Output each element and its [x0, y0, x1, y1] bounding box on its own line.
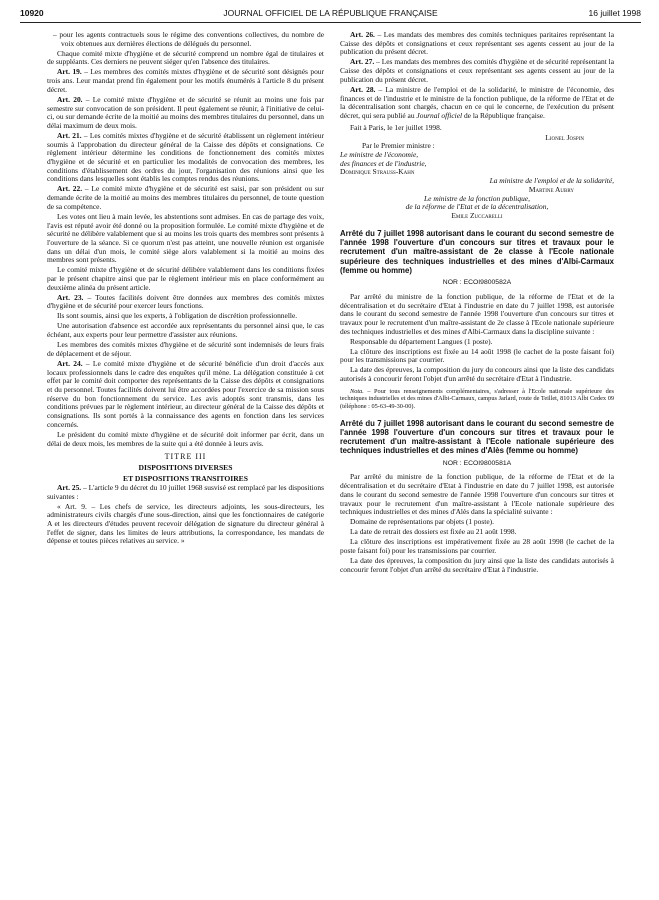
paragraph: Les votes ont lieu à main levée, les abstentions sont admises. En cas de partage des voix, l'avis est réputé avoir été donné ou la proposition formulée. Le comité mixte d'hygiène et de sécurité ne délibère valablement que si au moins les trois quarts des membres sont présents à l'ouverture de la séance. Si ce quorum n'est pas atteint, une nouvelle réunion est organisée dans un délai d'un mois, le comité siège alors valablement si la moitié au moins des membres sont présents. — [47, 211, 324, 265]
signatory: Dominique Strauss-Kahn — [340, 167, 415, 177]
article-23: Art. 23. – Toutes facilités doivent être données aux membres des comités mixtes d'hygiène et de sécurité pour exercer leurs fonctions. — [47, 292, 324, 311]
paragraph: La clôture des inscriptions est impérativement fixée au 28 août 1998 (le cachet de la poste faisant foi) pour les transmissions par courrier. — [340, 537, 614, 555]
paragraph: La date de retrait des dossiers est fixée au 21 août 1998. — [350, 527, 517, 537]
section-subtitle: DISPOSITIONS DIVERSES — [138, 463, 233, 473]
paragraph: La clôture des inscriptions est fixée au 14 août 1998 (le cachet de la poste faisant foi) pour les transmissions par courrier. — [340, 346, 614, 365]
article-label: Art. 27. — [350, 57, 375, 67]
decree-title: Arrêté du 7 juillet 1998 autorisant dans le courant du second semestre de l'année 1998 l'ouverture d'un concours sur titres et travaux pour le recrutement d'un maître-assistant à l'Ecole nationale supérieure des techniques industrielles et des mines d'Alès (femme ou homme) — [340, 418, 614, 456]
article-label: Art. 19. — [57, 67, 82, 77]
paragraph: Une autorisation d'absence est accordée aux représentants du personnel ainsi que, le cas échéant, aux experts pour leur permettre d'assister aux réunions. — [47, 321, 324, 340]
minister-title: de la réforme de l'Etat et de la décentralisation, — [405, 202, 549, 212]
article-27: Art. 27. – Les mandats des membres des comités d'hygiène et de sécurité représentant la Caisse des dépôts et consignations et ceux représentant ses agents cessent au jour de la publication du présent décret. — [340, 57, 615, 84]
article-label: Art. 24. — [57, 358, 83, 368]
article-24: Art. 24. – Le comité mixte d'hygiène et de sécurité bénéficie d'un droit d'accès aux locaux professionnels dans le cadre des enquêtes qu'il mène. La délégation constituée à cet effet par le comité doit comporter des représentants de la Caisse des dépôts et consignations et du personnel. Toutes facilités doivent lui être accordées pour l'exercice de sa mission sous réserve du bon fonctionnement du service. Les avis adoptés sont transmis, dans les conditions prévues par le règlement intérieur, au directeur général de la Caisse des dépôts et consignations. Ils sont portés à la connaissance des agents en fonction dans les services concernés. — [47, 358, 325, 429]
article-20: Art. 20. – Le comité mixte d'hygiène et de sécurité se réunit au moins une fois par semestre sur convocation de son président. Il peut également se réunir, à l'initiative de celui-ci, ou sur demande écrite de la moitié au moins des membres titulaires du personnel, dans un délai maximum de deux mois. — [47, 94, 324, 130]
article-label: Art. 28. — [350, 84, 376, 94]
left-column — [47, 31, 324, 547]
paragraph: Le président du comité mixte d'hygiène et de sécurité doit informer par écrit, dans un délai de deux mois, les membres de la suite qui a été donnée à leurs avis. — [47, 429, 324, 448]
nota-note: Nota. – Pour tous renseignements complémentaires, s'adresser à l'Ecole nationale supérieure des techniques industrielles et des mines d'Albi-Carmaux, campus Jarlard, route de Teillet, 81013 Albi Cedex 09 (téléphone : 05-63-49-30-00). — [340, 387, 614, 410]
article-28: Art. 28. – La ministre de l'emploi et de la solidarité, le ministre de l'économie, des finances et de l'industrie et le ministre de la fonction publique, de la réforme de l'Etat et de la décentralisation sont chargés, chacun en ce qui le concerne, de l'exécution du présent décret, qui sera publié au Journal officiel de la République française. — [340, 84, 615, 120]
paragraph: – pour les agents contractuels sous le régime des conventions collectives, du nombre de voix obtenues aux dernières élections de délégués du personnel. — [53, 30, 324, 48]
minister-title: La ministre de l'emploi et de la solidarité, — [489, 176, 614, 186]
article-9-quote: « Art. 9. – Les chefs de service, les directeurs adjoints, les sous-directeurs, les administrateurs civils chargés d'une sous-direction, ainsi que les fonctionnaires de catégorie A et les directeurs d'études peuvent recevoir délégation de signature du directeur général à l'effet de signer, dans les limites de leurs attributions, la correspondance, les mandats de dépense et toutes pièces relatives au service. » — [47, 501, 324, 546]
paragraph: Le comité mixte d'hygiène et de sécurité délibère valablement dans les conditions fixées par le présent chapitre ainsi que par le règlement intérieur mis en place conformément au deuxième alinéa du présent article. — [47, 265, 324, 292]
nor-reference: NOR : ECOI9800582A — [442, 279, 512, 287]
article-label: Art. 25. — [57, 482, 82, 492]
article-22: Art. 22. – Le comité mixte d'hygiène et de sécurité est saisi, par son président ou sur demande écrite de la moitié au moins des membres titulaires du personnel, de toute question de sa compétence. — [47, 184, 324, 211]
paragraph: La date des épreuves, la composition du jury ainsi que la liste des candidats autorisés à concourir feront l'objet d'un arrêté du secrétaire d'Etat à l'industrie. — [340, 555, 614, 574]
page-number: 10920 — [20, 8, 44, 18]
section-subtitle: ET DISPOSITIONS TRANSITOIRES — [123, 473, 248, 483]
signatory: Martine Aubry — [528, 184, 574, 194]
paragraph: Chaque comité mixte d'hygiène et de sécurité comprend un nombre égal de titulaires et de suppléants. Ces derniers ne peuvent siéger qu'en l'absence des titulaires. — [47, 48, 324, 67]
article-label: Art. 20. — [57, 94, 83, 104]
right-column — [340, 31, 614, 576]
paragraph: Ils sont soumis, ainsi que les experts, à l'obligation de discrétion professionnelle. — [57, 311, 298, 321]
paragraph: Les membres des comités mixtes d'hygiène et de sécurité sont indemnisés de leurs frais de déplacement et de séjour. — [47, 340, 324, 358]
header-rule — [20, 22, 641, 23]
title-heading: TITRE III — [164, 452, 207, 462]
issue-date: 16 juillet 1998 — [588, 8, 641, 18]
signatory: Lionel Jospin — [545, 132, 584, 142]
signature-date: Fait à Paris, le 1er juillet 1998. — [350, 122, 442, 132]
paragraph: Domaine de représentations par objets (1 poste). — [350, 517, 494, 527]
paragraph: Par arrêté du ministre de la fonction publique, de la réforme de l'Etat et de la décentralisation et du secrétaire d'Etat à l'industrie en date du 7 juillet 1998, est autorisée dans le courant du second semestre de l'année 1998 l'ouverture d'un concours sur titres et travaux pour le recrutement d'un maître-assistant de 2e classe à l'Ecole nationale supérieure des techniques industrielles et des mines d'Albi-Carmaux dans la discipline suivante : — [340, 291, 614, 336]
article-label: Art. 21. — [57, 130, 82, 140]
article-21: Art. 21. – Les comités mixtes d'hygiène et de sécurité établissent un règlement intérieur soumis à l'approbation du directeur général de la Caisse des dépôts et consignations. Ce règlement intérieur détermine les conditions de fonctionnement des comités mixtes d'hygiène et de sécurité et en particulier les modalités de convocation des membres, les conditions d'établissement des ordres du jour, l'organisation des réunions ainsi que les conditions dans lesquelles sont établis les comptes rendus des réunions. — [47, 130, 324, 184]
article-label: Art. 23. — [57, 292, 84, 302]
page-header — [20, 8, 641, 22]
paragraph: La date des épreuves, la composition du jury du concours ainsi que la liste des candidats autorisés à concourir feront l'objet d'un arrêté du secrétaire d'Etat à l'industrie. — [340, 365, 614, 384]
signature-preamble: Par le Premier ministre : — [362, 141, 435, 151]
journal-title: JOURNAL OFFICIEL DE LA RÉPUBLIQUE FRANÇAISE — [223, 8, 438, 18]
signatory: Emile Zuccarelli — [451, 210, 503, 220]
article-label: Art. 26. — [350, 30, 375, 39]
article-label: Art. 22. — [57, 184, 83, 194]
minister-title: des finances et de l'industrie, — [340, 158, 427, 168]
article-26: Art. 26. – Les mandats des membres des comités techniques paritaires représentant la Caisse des dépôts et consignations et ceux représentant ses agents cessent au jour de la publication du présent décret. — [340, 30, 615, 57]
nor-reference: NOR : ECOI9800581A — [442, 459, 512, 467]
article-25: Art. 25. – L'article 9 du décret du 10 juillet 1968 susvisé est remplacé par les dispositions suivantes : — [47, 482, 324, 501]
minister-title: Le ministre de l'économie, — [340, 150, 419, 160]
minister-title: Le ministre de la fonction publique, — [424, 193, 530, 203]
paragraph: Par arrêté du ministre de la fonction publique, de la réforme de l'Etat et de la décentralisation et du secrétaire d'Etat à l'industrie en date du 7 juillet 1998, est autorisée dans le courant du second semestre de l'année 1998 l'ouverture d'un concours sur titres et travaux pour le recrutement d'un maître-assistant à l'Ecole nationale supérieure des techniques industrielles et des mines d'Alès dans la spécialité suivante : — [340, 472, 614, 517]
decree-title: Arrêté du 7 juillet 1998 autorisant dans le courant du second semestre de l'année 1998 l'ouverture d'un concours sur titres et travaux pour le recrutement d'un maître-assistant de 2e classe à l'Ecole nationale supérieure des techniques industrielles et des mines d'Albi-Carmaux (femme ou homme) — [340, 228, 614, 275]
article-19: Art. 19. – Les membres des comités mixtes d'hygiène et de sécurité sont désignés pour trois ans. Leur mandat prend fin également pour les motifs énumérés à l'article 8 du présent décret. — [47, 67, 324, 94]
paragraph: Responsable du département Langues (1 poste). — [350, 336, 493, 346]
